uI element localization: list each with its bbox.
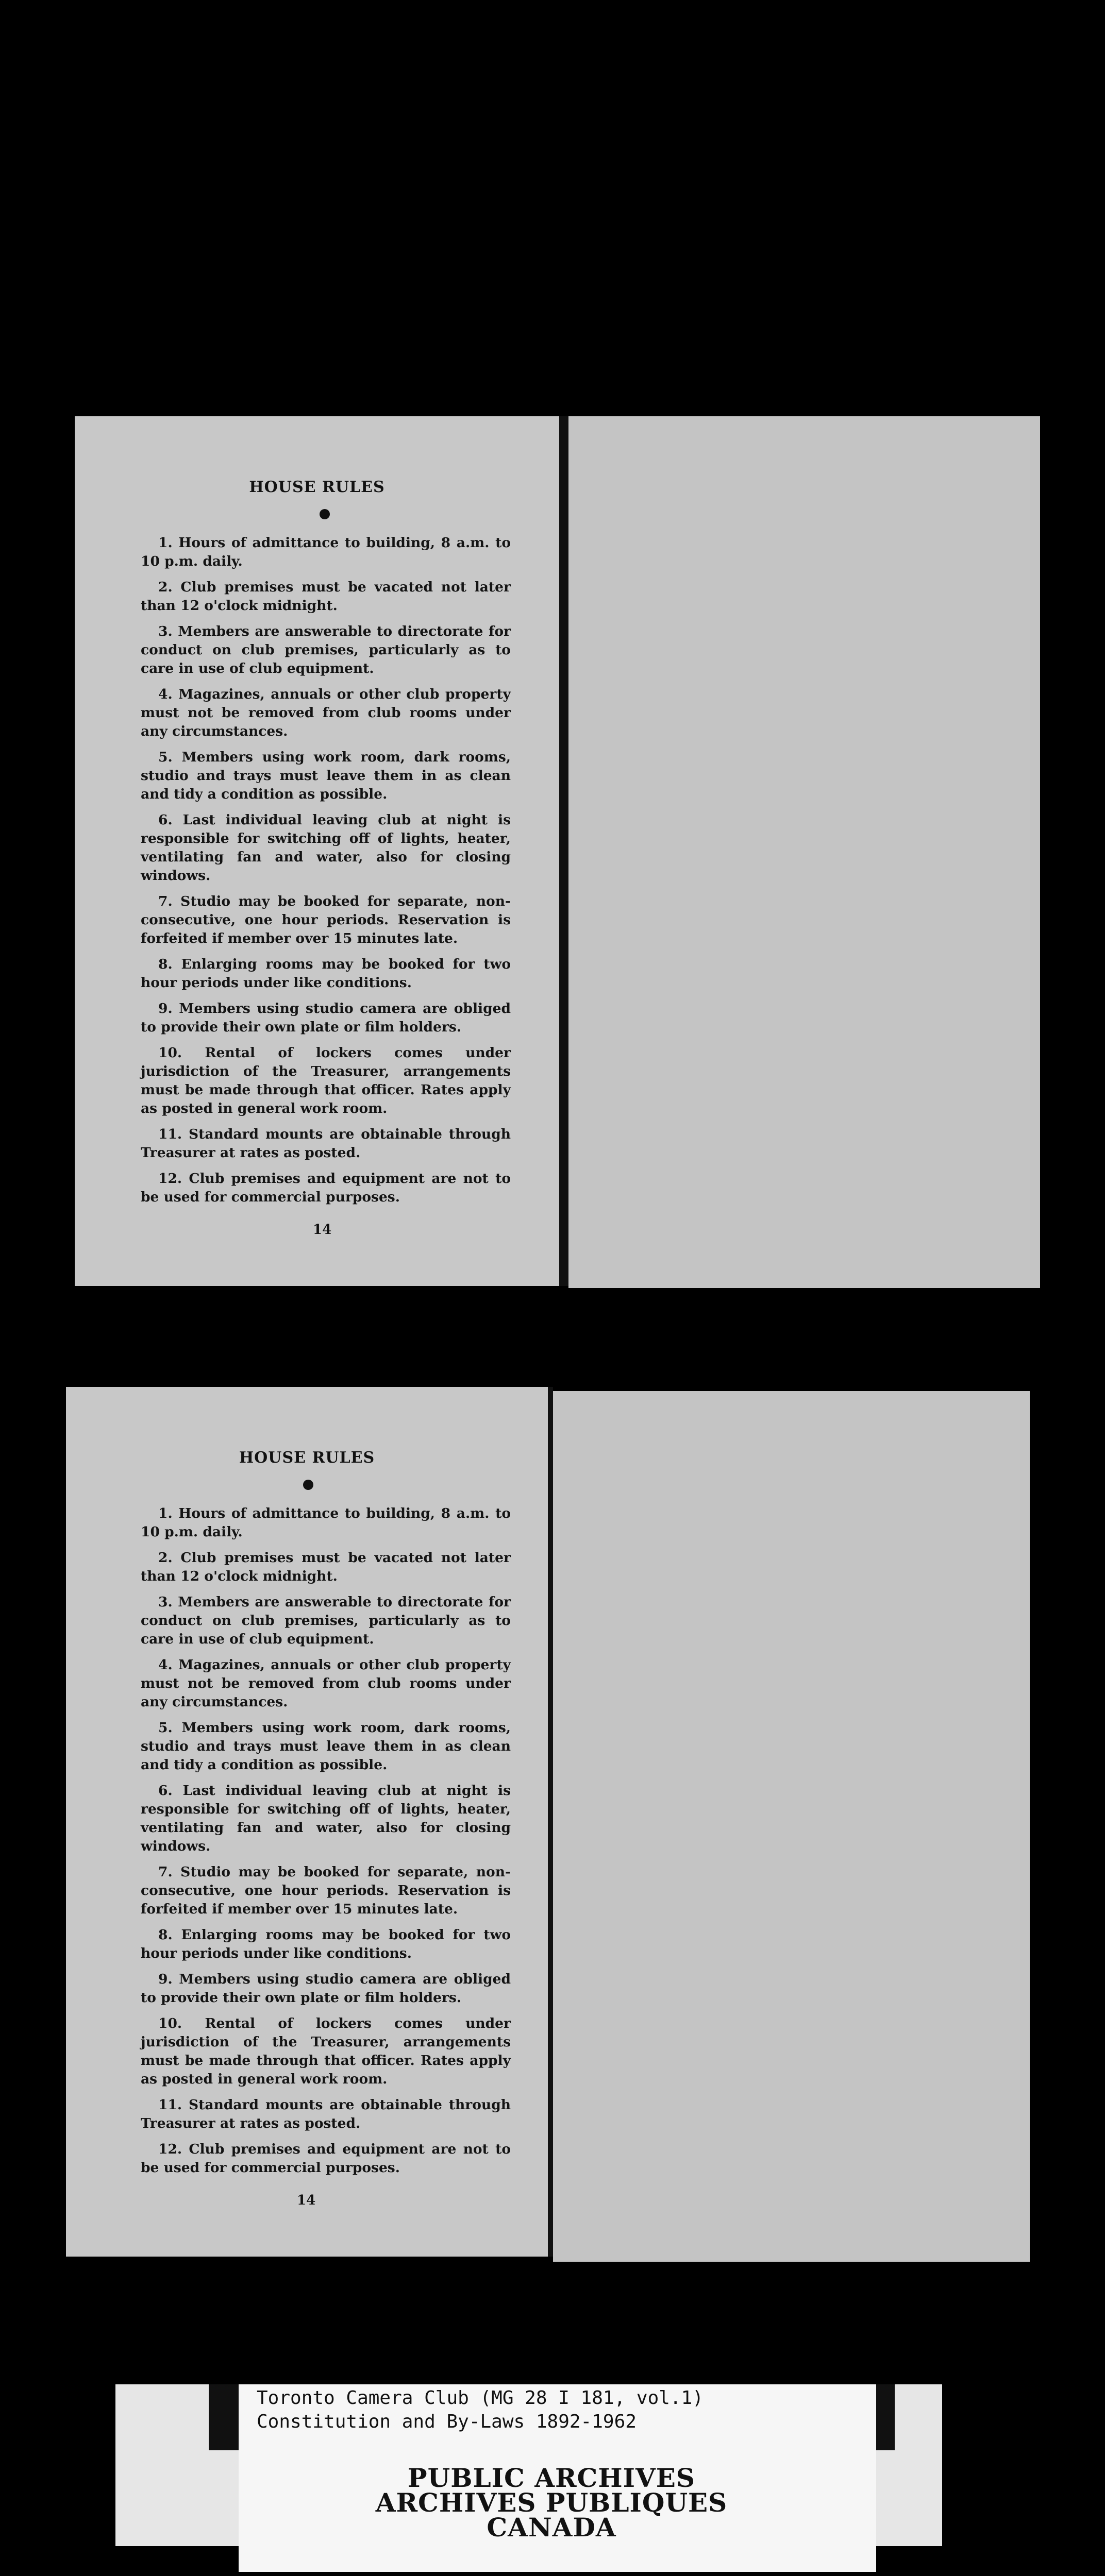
rule-item: 12. Club premises and equipment are not to be used for commercial purposes. xyxy=(141,1171,511,1205)
rule-item: 7. Studio may be booked for separate, non-consecutive, one hour periods. Reservation is forfeited if member over 15 minutes late. xyxy=(141,1864,511,1917)
institution-fr: ARCHIVES PUBLIQUES xyxy=(375,2487,728,2518)
rule-item: 4. Magazines, annuals or other club property must not be removed from club rooms under any circumstances. xyxy=(141,1657,511,1710)
rule-item: 6. Last individual leaving club at night is responsible for switching off of lights, heater, ventilating fan and water, also for closing windows. xyxy=(141,1783,511,1854)
rule-item: 7. Studio may be booked for separate, non-consecutive, one hour periods. Reservation is forfeited if member over 15 minutes late. xyxy=(141,893,511,946)
archives-stamp xyxy=(361,2463,742,2543)
page-title: HOUSE RULES xyxy=(249,478,385,496)
rules-list xyxy=(141,534,511,1214)
collection-title: Toronto Camera Club (MG 28 I 181, vol.1) xyxy=(257,2387,704,2409)
spine xyxy=(548,1387,553,2257)
rule-item: 5. Members using work room, dark rooms, studio and trays must leave them in as clean and tidy a condition as possible. xyxy=(141,749,511,802)
bullet-icon xyxy=(320,509,330,519)
rule-item: 1. Hours of admittance to building, 8 a.m. to 10 p.m. daily. xyxy=(141,535,511,569)
rule-item: 1. Hours of admittance to building, 8 a.m. to 10 p.m. daily. xyxy=(141,1505,511,1540)
upper-left-page xyxy=(75,416,559,1286)
rule-item: 3. Members are answerable to directorate for conduct on club premises, particularly as to care in use of club equipment. xyxy=(141,623,511,676)
rule-item: 11. Standard mounts are obtainable through Treasurer at rates as posted. xyxy=(141,1126,511,1161)
rule-item: 3. Members are answerable to directorate for conduct on club premises, particularly as to care in use of club equipment. xyxy=(141,1594,511,1647)
rule-item: 10. Rental of lockers comes under jurisdiction of the Treasurer, arrangements must be made through that officer. Rates apply as posted in general work room. xyxy=(141,2015,511,2087)
rule-item: 8. Enlarging rooms may be booked for two hour periods under like conditions. xyxy=(141,956,511,991)
rule-item: 4. Magazines, annuals or other club property must not be removed from club rooms under any circumstances. xyxy=(141,686,511,739)
rule-item: 12. Club premises and equipment are not to be used for commercial purposes. xyxy=(141,2141,511,2176)
page-number: 14 xyxy=(297,2193,316,2208)
rules-list xyxy=(141,1504,511,2184)
rule-item: 6. Last individual leaving club at night is responsible for switching off of lights, heater, ventilating fan and water, also for closing windows. xyxy=(141,812,511,884)
country: CANADA xyxy=(487,2512,616,2543)
rule-item: 5. Members using work room, dark rooms, studio and trays must leave them in as clean and tidy a condition as possible. xyxy=(141,1720,511,1773)
upper-right-page xyxy=(568,416,1040,1288)
institution-en: PUBLIC ARCHIVES xyxy=(408,2463,695,2493)
page-number: 14 xyxy=(313,1222,332,1238)
rule-item: 2. Club premises must be vacated not later than 12 o'clock midnight. xyxy=(141,1550,511,1584)
page-title: HOUSE RULES xyxy=(239,1449,375,1467)
rule-item: 11. Standard mounts are obtainable through Treasurer at rates as posted. xyxy=(141,2097,511,2131)
rule-item: 9. Members using studio camera are obliged to provide their own plate or film holders. xyxy=(141,1971,511,2006)
rule-item: 9. Members using studio camera are obliged to provide their own plate or film holders. xyxy=(141,1001,511,1035)
lower-left-page xyxy=(66,1387,548,2257)
label-dark-tab xyxy=(876,2384,895,2450)
rule-item: 2. Club premises must be vacated not later than 12 o'clock midnight. xyxy=(141,579,511,614)
rule-item: 10. Rental of lockers comes under jurisdiction of the Treasurer, arrangements must be made through that officer. Rates apply as posted in general work room. xyxy=(141,1045,511,1116)
spine xyxy=(559,416,568,1286)
lower-right-page xyxy=(553,1391,1030,2262)
bullet-icon xyxy=(303,1480,313,1490)
collection-subtitle: Constitution and By-Laws 1892-1962 xyxy=(257,2411,637,2432)
rule-item: 8. Enlarging rooms may be booked for two hour periods under like conditions. xyxy=(141,1927,511,1961)
label-dark-tab xyxy=(209,2384,239,2450)
